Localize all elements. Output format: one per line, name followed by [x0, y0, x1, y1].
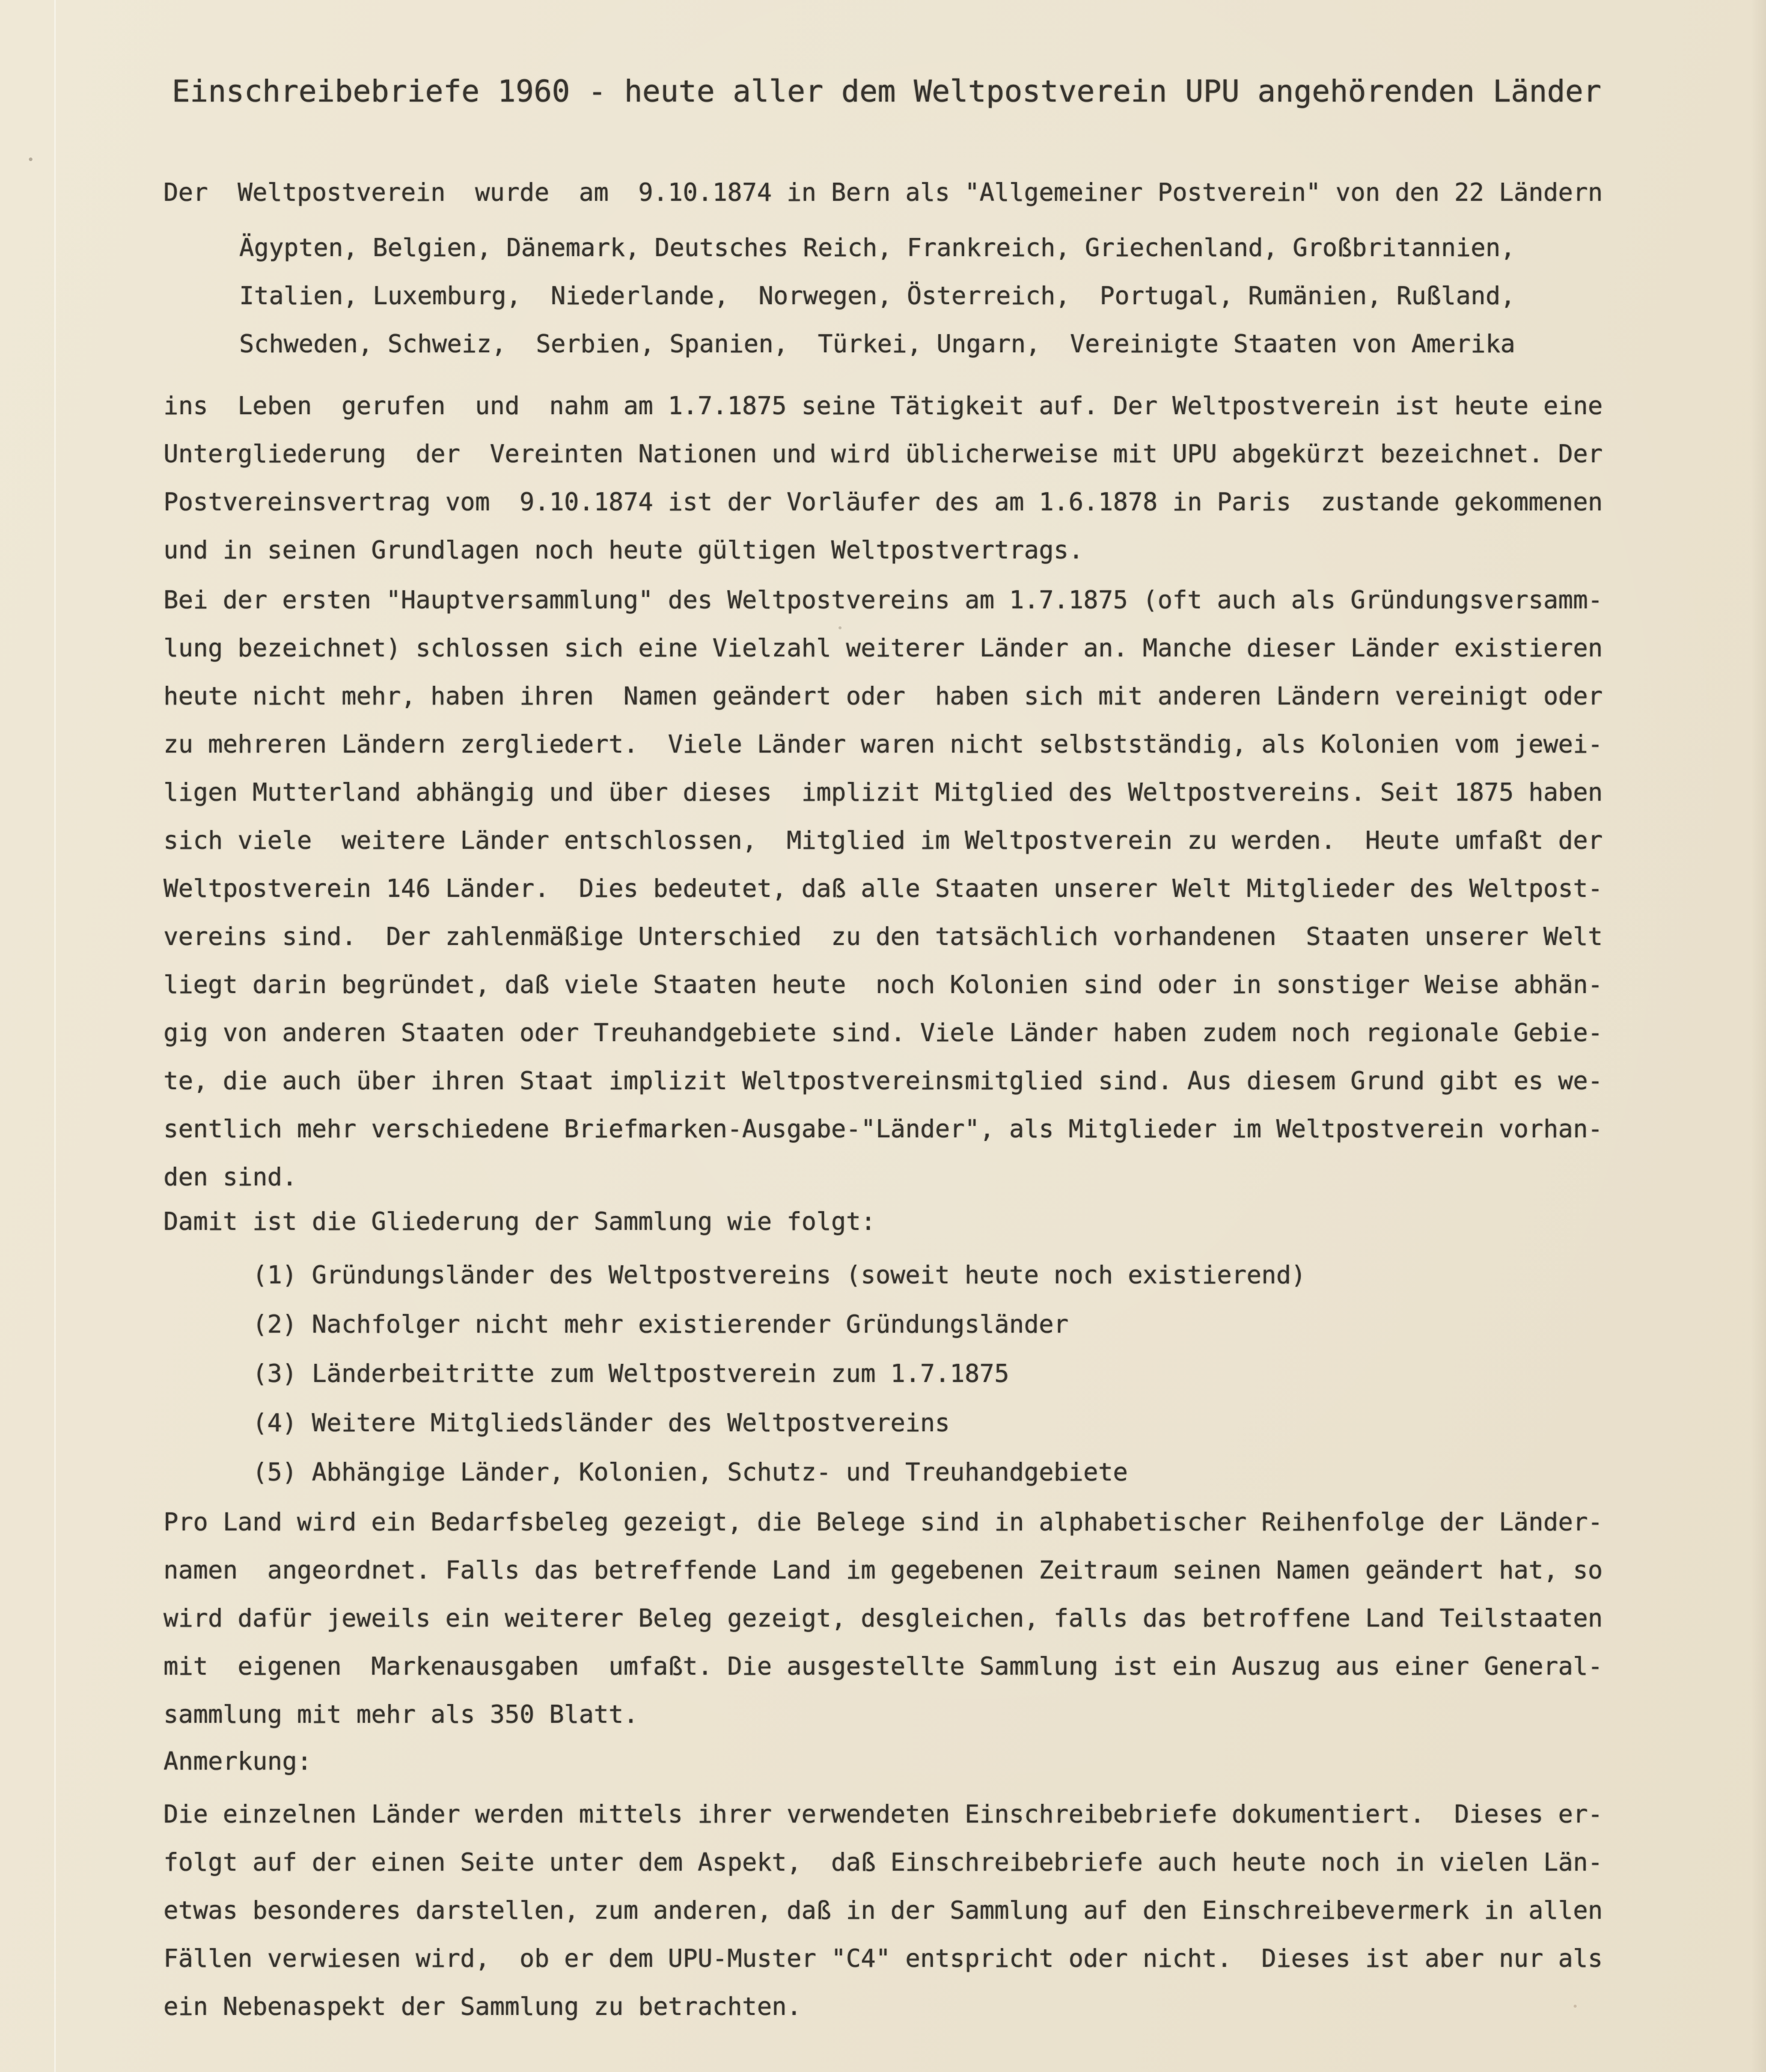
text-line: mit eigenen Markenausgaben umfaßt. Die ausgestellte Sammlung ist ein Auszug aus einer General- — [163, 1652, 1603, 1681]
founding-country-line: Ägypten, Belgien, Dänemark, Deutsches Reich, Frankreich, Griechenland, Großbritannien, — [239, 233, 1515, 262]
founding-countries-list — [239, 224, 1515, 368]
text-line: den sind. — [163, 1163, 298, 1191]
text-line: folgt auf der einen Seite unter dem Aspekt, daß Einschreibebriefe auch heute noch in vielen Län- — [163, 1848, 1603, 1877]
founding-country-line: Schweden, Schweiz, Serbien, Spanien, Türkei, Ungarn, Vereinigte Staaten von Amerika — [239, 329, 1515, 358]
outline-item: (5) Abhängige Länder, Kolonien, Schutz- und Treuhandgebiete — [252, 1458, 1128, 1487]
text-line: wird dafür jeweils ein weiterer Beleg gezeigt, desgleichen, falls das betroffene Land Teilstaaten — [163, 1604, 1603, 1633]
scan-line-artifact — [54, 0, 56, 2072]
founding-country-line: Italien, Luxemburg, Niederlande, Norwegen, Österreich, Portugal, Rumänien, Rußland, — [239, 281, 1515, 310]
intro-paragraph-continued — [163, 382, 1603, 574]
note-paragraph — [163, 1790, 1603, 2031]
outline-list — [252, 1250, 1306, 1497]
text-line: Bei der ersten "Hauptversammlung" des Weltpostvereins am 1.7.1875 (oft auch als Gründungsversamm- — [163, 585, 1603, 614]
text-line: namen angeordnet. Falls das betreffende Land im gegebenen Zeitraum seinen Namen geändert hat, so — [163, 1556, 1603, 1585]
text-line: ins Leben gerufen und nahm am 1.7.1875 seine Tätigkeit auf. Der Weltpostverein ist heute eine — [163, 391, 1603, 420]
scan-edge-shade — [1750, 0, 1766, 2072]
text-line: sich viele weitere Länder entschlossen, Mitglied im Weltpostverein zu werden. Heute umfaßt der — [163, 826, 1603, 855]
text-line: etwas besonderes darstellen, zum anderen, daß in der Sammlung auf den Einschreibevermerk in allen — [163, 1896, 1603, 1925]
text-line: und in seinen Grundlagen noch heute gültigen Weltpostvertrags. — [163, 536, 1084, 564]
text-line: sentlich mehr verschiedene Briefmarken-Ausgabe-"Länder", als Mitglieder im Weltpostverein vorhan- — [163, 1114, 1603, 1143]
text-line: Die einzelnen Länder werden mittels ihrer verwendeten Einschreibebriefe dokumentiert. Dieses er- — [163, 1800, 1603, 1829]
scan-speck — [29, 157, 32, 161]
document-title: Einschreibebriefe 1960 - heute aller dem Weltpostverein UPU angehörenden Länder — [172, 74, 1602, 109]
text-line: liegt darin begründet, daß viele Staaten heute noch Kolonien sind oder in sonstiger Weise abhän- — [163, 970, 1603, 999]
outline-item: (1) Gründungsländer des Weltpostvereins (soweit heute noch existierend) — [252, 1261, 1306, 1289]
intro-paragraph-first-line: Der Weltpostverein wurde am 9.10.1874 in Bern als "Allgemeiner Postverein" von den 22 Ländern — [163, 178, 1603, 207]
note-heading: Anmerkung: — [163, 1747, 312, 1776]
text-line: vereins sind. Der zahlenmäßige Unterschied zu den tatsächlich vorhandenen Staaten unserer Welt — [163, 922, 1603, 951]
outline-item: (2) Nachfolger nicht mehr existierender Gründungsländer — [252, 1310, 1069, 1339]
text-line: Postvereinsvertrag vom 9.10.1874 ist der Vorläufer des am 1.6.1878 in Paris zustande gekommenen — [163, 487, 1603, 516]
outline-heading: Damit ist die Gliederung der Sammlung wie folgt: — [163, 1207, 876, 1236]
presentation-paragraph — [163, 1498, 1603, 1738]
text-line: ein Nebenaspekt der Sammlung zu betrachten. — [163, 1992, 802, 2021]
text-line: lung bezeichnet) schlossen sich eine Vielzahl weiterer Länder an. Manche dieser Länder existieren — [163, 634, 1603, 662]
text-line: gig von anderen Staaten oder Treuhandgebiete sind. Viele Länder haben zudem noch regionale Gebie- — [163, 1018, 1603, 1047]
history-paragraph — [163, 576, 1603, 1201]
text-line: Untergliederung der Vereinten Nationen und wird üblicherweise mit UPU abgekürzt bezeichnet. Der — [163, 439, 1603, 468]
text-line: zu mehreren Ländern zergliedert. Viele Länder waren nicht selbstständig, als Kolonien vom jewei- — [163, 730, 1603, 759]
text-line: Pro Land wird ein Bedarfsbeleg gezeigt, die Belege sind in alphabetischer Reihenfolge der Länder- — [163, 1508, 1603, 1536]
text-line: Weltpostverein 146 Länder. Dies bedeutet, daß alle Staaten unserer Welt Mitglieder des Weltpost- — [163, 874, 1603, 903]
text-line: sammlung mit mehr als 350 Blatt. — [163, 1700, 638, 1729]
text-line: te, die auch über ihren Staat implizit Weltpostvereinsmitglied sind. Aus diesem Grund gibt es we- — [163, 1066, 1603, 1095]
outline-item: (3) Länderbeitritte zum Weltpostverein zum 1.7.1875 — [252, 1359, 1009, 1388]
outline-item: (4) Weitere Mitgliedsländer des Weltpostvereins — [252, 1408, 950, 1437]
text-line: heute nicht mehr, haben ihren Namen geändert oder haben sich mit anderen Ländern vereinigt oder — [163, 682, 1603, 711]
text-line: ligen Mutterland abhängig und über dieses implizit Mitglied des Weltpostvereins. Seit 1875 haben — [163, 778, 1603, 807]
text-line: Fällen verwiesen wird, ob er dem UPU-Muster "C4" entspricht oder nicht. Dieses ist aber nur als — [163, 1944, 1603, 1973]
